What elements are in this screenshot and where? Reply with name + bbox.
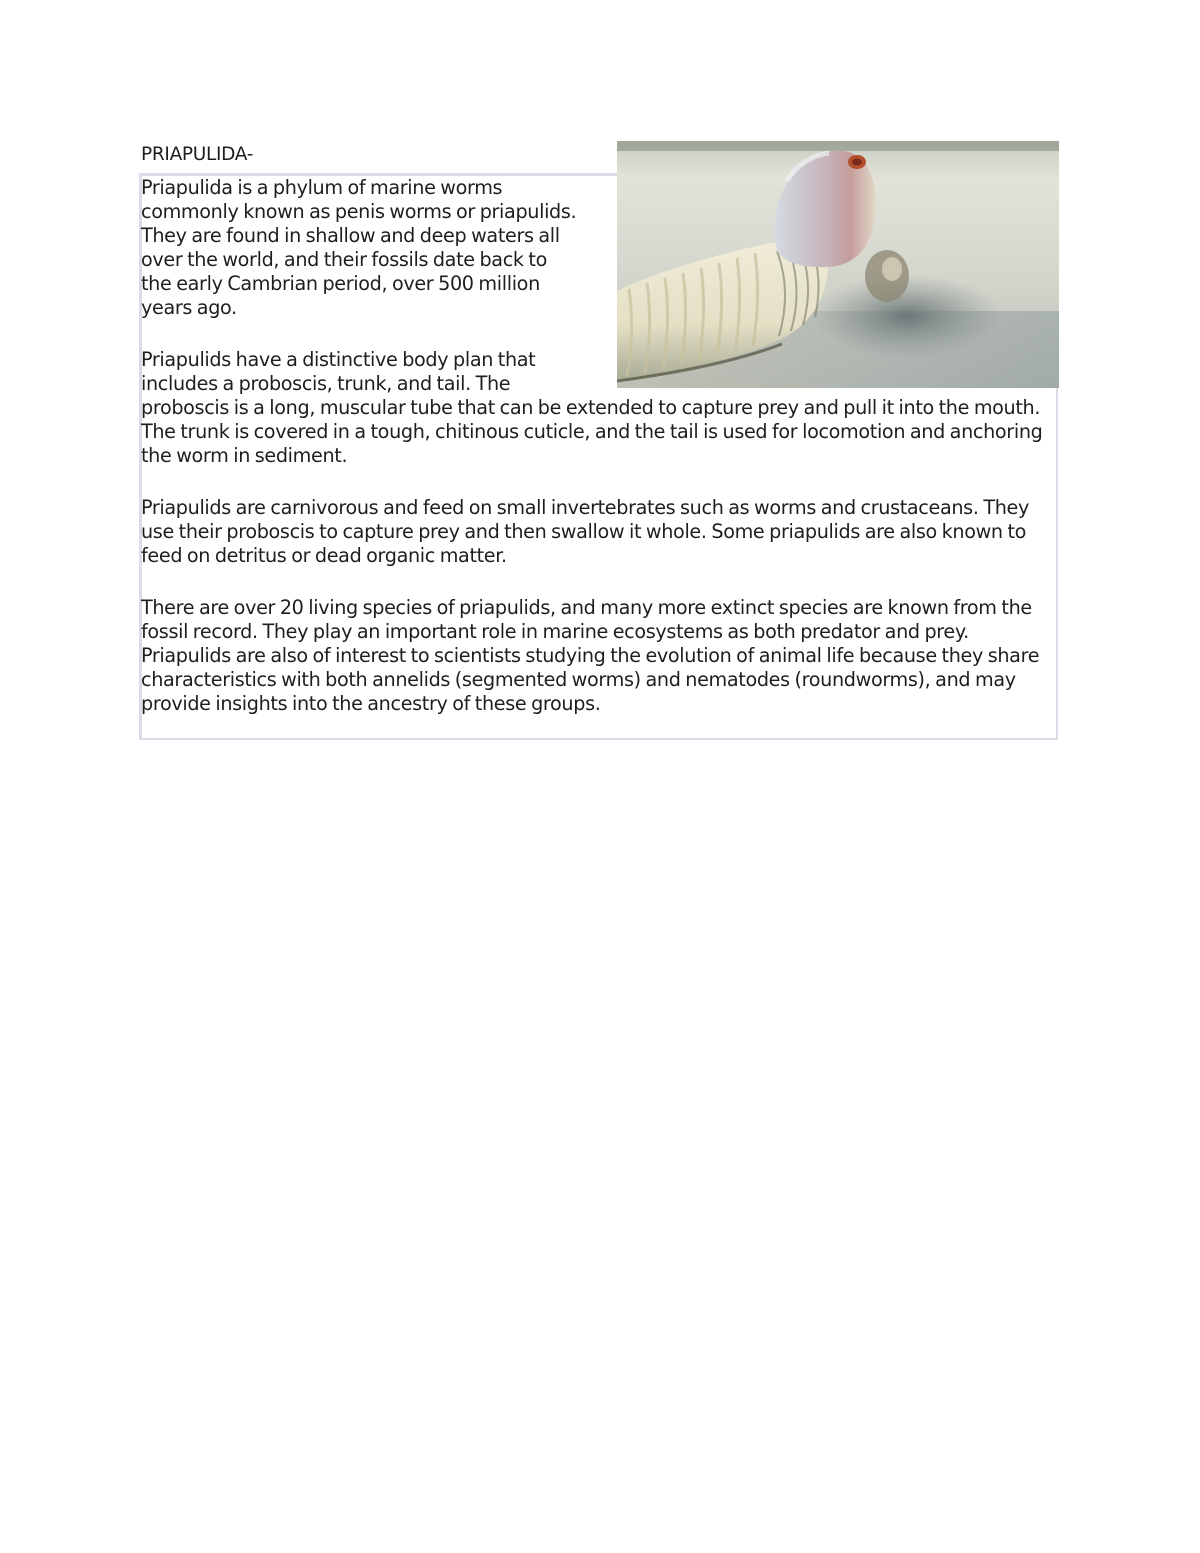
priapulid-photo (617, 141, 1059, 388)
paragraph-body-plan: Priapulids have a distinctive body plan that includes a proboscis, trunk, and tail. The proboscis is a long, muscular tube that can be extended to capture prey and pull it into the mouth. The trunk is covered in a tough, chitinous cuticle, and the tail is used for locomotion and anchoring the worm in sediment. (141, 348, 1043, 468)
paragraph-diet: Priapulids are carnivorous and feed on small invertebrates such as worms and crustaceans. They use their proboscis to capture prey and then swallow it whole. Some priapulids are also known to feed on detritus or dead organic matter. (141, 496, 1029, 568)
paragraph-intro: Priapulida is a phylum of marine worms commonly known as penis worms or priapulids. They are found in shallow and deep waters all over the world, and their fossils date back to the early Cambrian period, over 500 million years ago. (141, 176, 577, 320)
paragraph-species-evolution: There are over 20 living species of priapulids, and many more extinct species are known from the fossil record. They play an important role in marine ecosystems as both predator and prey. Priapulids are also of interest to scientists studying the evolution of animal life because they share characteristics with both annelids (segmented worms) and nematodes (roundworms), and may provide insights into the ancestry of these groups. (141, 595, 1040, 716)
document-title: PRIAPULIDA- (141, 144, 254, 165)
photo-priapulid-worm-icon (617, 141, 1059, 388)
